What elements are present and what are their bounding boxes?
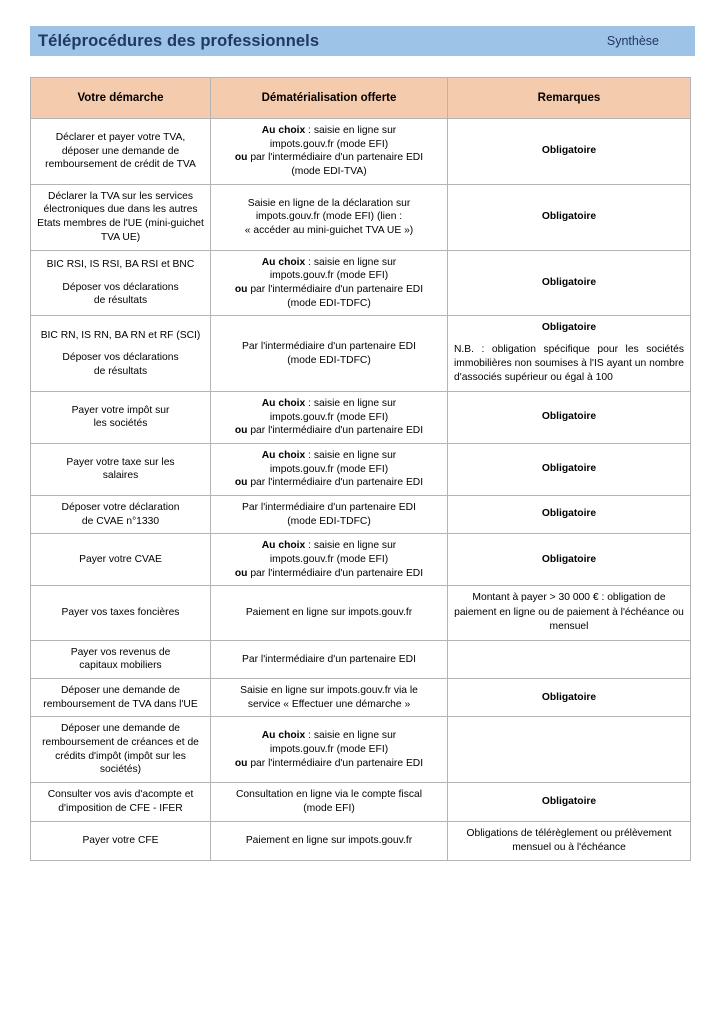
cell-demarche: Consulter vos avis d'acompte et d'imposition de CFE - IFER: [31, 783, 211, 821]
teleprocedures-table: [30, 77, 691, 861]
cell-remarque: Obligatoire: [448, 534, 691, 586]
cell-dematerialisation: Paiement en ligne sur impots.gouv.fr: [211, 586, 448, 640]
cell-demarche: Payer vos revenus de capitaux mobiliers: [31, 640, 211, 678]
table-body: [31, 119, 691, 861]
cell-remarque: Obligatoire: [448, 184, 691, 250]
cell-demarche: Déposer une demande de remboursement de TVA dans l'UE: [31, 679, 211, 717]
cell-remarque: Obligatoire: [448, 250, 691, 316]
table-row: [31, 679, 691, 717]
table-row: [31, 250, 691, 316]
cell-demarche: Payer votre impôt sur les sociétés: [31, 391, 211, 443]
cell-dematerialisation: Consultation en ligne via le compte fiscal (mode EFI): [211, 783, 448, 821]
cell-remarque: Obligatoire N.B. : obligation spécifique pour les sociétés immobilières non soumises à l'IS ayant un nombre d'associés supérieur ou égal à 100: [448, 316, 691, 392]
cell-remarque: Obligatoire: [448, 783, 691, 821]
cell-dematerialisation: Saisie en ligne de la déclaration sur impots.gouv.fr (mode EFI) (lien : « accéder au mini-guichet TVA UE »): [211, 184, 448, 250]
table-row: [31, 443, 691, 495]
cell-remarque: Obligatoire: [448, 496, 691, 534]
cell-remarque: [448, 640, 691, 678]
cell-dematerialisation: Au choix : saisie en ligne sur impots.gouv.fr (mode EFI) ou par l'intermédiaire d'un partenaire EDI: [211, 717, 448, 783]
cell-dematerialisation: Au choix : saisie en ligne sur impots.gouv.fr (mode EFI) ou par l'intermédiaire d'un partenaire EDI: [211, 534, 448, 586]
cell-demarche: Déclarer et payer votre TVA, déposer une demande de remboursement de crédit de TVA: [31, 119, 211, 185]
cell-dematerialisation: Par l'intermédiaire d'un partenaire EDI: [211, 640, 448, 678]
cell-dematerialisation: Au choix : saisie en ligne sur impots.gouv.fr (mode EFI) ou par l'intermédiaire d'un partenaire EDI (mode EDI-TVA): [211, 119, 448, 185]
column-header-remarques: Remarques: [448, 78, 691, 119]
cell-dematerialisation: Saisie en ligne sur impots.gouv.fr via le service « Effectuer une démarche »: [211, 679, 448, 717]
cell-dematerialisation: Par l'intermédiaire d'un partenaire EDI (mode EDI-TDFC): [211, 496, 448, 534]
cell-remarque: Obligations de télérèglement ou prélèvement mensuel ou à l'échéance: [448, 821, 691, 861]
table-row: [31, 391, 691, 443]
cell-demarche: Payer votre CVAE: [31, 534, 211, 586]
cell-demarche: Payer votre taxe sur les salaires: [31, 443, 211, 495]
cell-demarche: Payer votre CFE: [31, 821, 211, 861]
cell-dematerialisation: Par l'intermédiaire d'un partenaire EDI (mode EDI-TDFC): [211, 316, 448, 392]
header-banner: [30, 26, 695, 56]
column-header-dematerialisation: Dématérialisation offerte: [211, 78, 448, 119]
table-row: [31, 640, 691, 678]
cell-dematerialisation: Au choix : saisie en ligne sur impots.gouv.fr (mode EFI) ou par l'intermédiaire d'un partenaire EDI: [211, 443, 448, 495]
cell-demarche: BIC RSI, IS RSI, BA RSI et BNC Déposer vos déclarations de résultats: [31, 250, 211, 316]
table-header-row: [31, 78, 691, 119]
cell-remarque: Obligatoire: [448, 679, 691, 717]
table-row: [31, 119, 691, 185]
table-row: [31, 586, 691, 640]
column-header-demarche: Votre démarche: [31, 78, 211, 119]
cell-remarque: Montant à payer > 30 000 € : obligation de paiement en ligne ou de paiement à l'échéance ou mensuel: [448, 586, 691, 640]
table-row: [31, 316, 691, 392]
page-title: Téléprocédures des professionnels: [38, 31, 320, 50]
table-row: [31, 534, 691, 586]
cell-remarque: [448, 717, 691, 783]
cell-remarque: Obligatoire: [448, 391, 691, 443]
cell-dematerialisation: Au choix : saisie en ligne sur impots.gouv.fr (mode EFI) ou par l'intermédiaire d'un partenaire EDI: [211, 391, 448, 443]
cell-dematerialisation: Au choix : saisie en ligne sur impots.gouv.fr (mode EFI) ou par l'intermédiaire d'un partenaire EDI (mode EDI-TDFC): [211, 250, 448, 316]
cell-dematerialisation: Paiement en ligne sur impots.gouv.fr: [211, 821, 448, 861]
table-row: [31, 821, 691, 861]
header-subtitle: Synthèse: [606, 34, 659, 48]
cell-demarche: Déclarer la TVA sur les services électroniques due dans les autres Etats membres de l'UE (mini-guichet TVA UE): [31, 184, 211, 250]
cell-demarche: BIC RN, IS RN, BA RN et RF (SCI) Déposer vos déclarations de résultats: [31, 316, 211, 392]
cell-demarche: Déposer une demande de remboursement de créances et de crédits d'impôt (impôt sur les sociétés): [31, 717, 211, 783]
table-row: [31, 496, 691, 534]
table-row: [31, 184, 691, 250]
cell-demarche: Déposer votre déclaration de CVAE n°1330: [31, 496, 211, 534]
cell-remarque: Obligatoire: [448, 443, 691, 495]
table-row: [31, 717, 691, 783]
cell-remarque: Obligatoire: [448, 119, 691, 185]
cell-demarche: Payer vos taxes foncières: [31, 586, 211, 640]
table-row: [31, 783, 691, 821]
